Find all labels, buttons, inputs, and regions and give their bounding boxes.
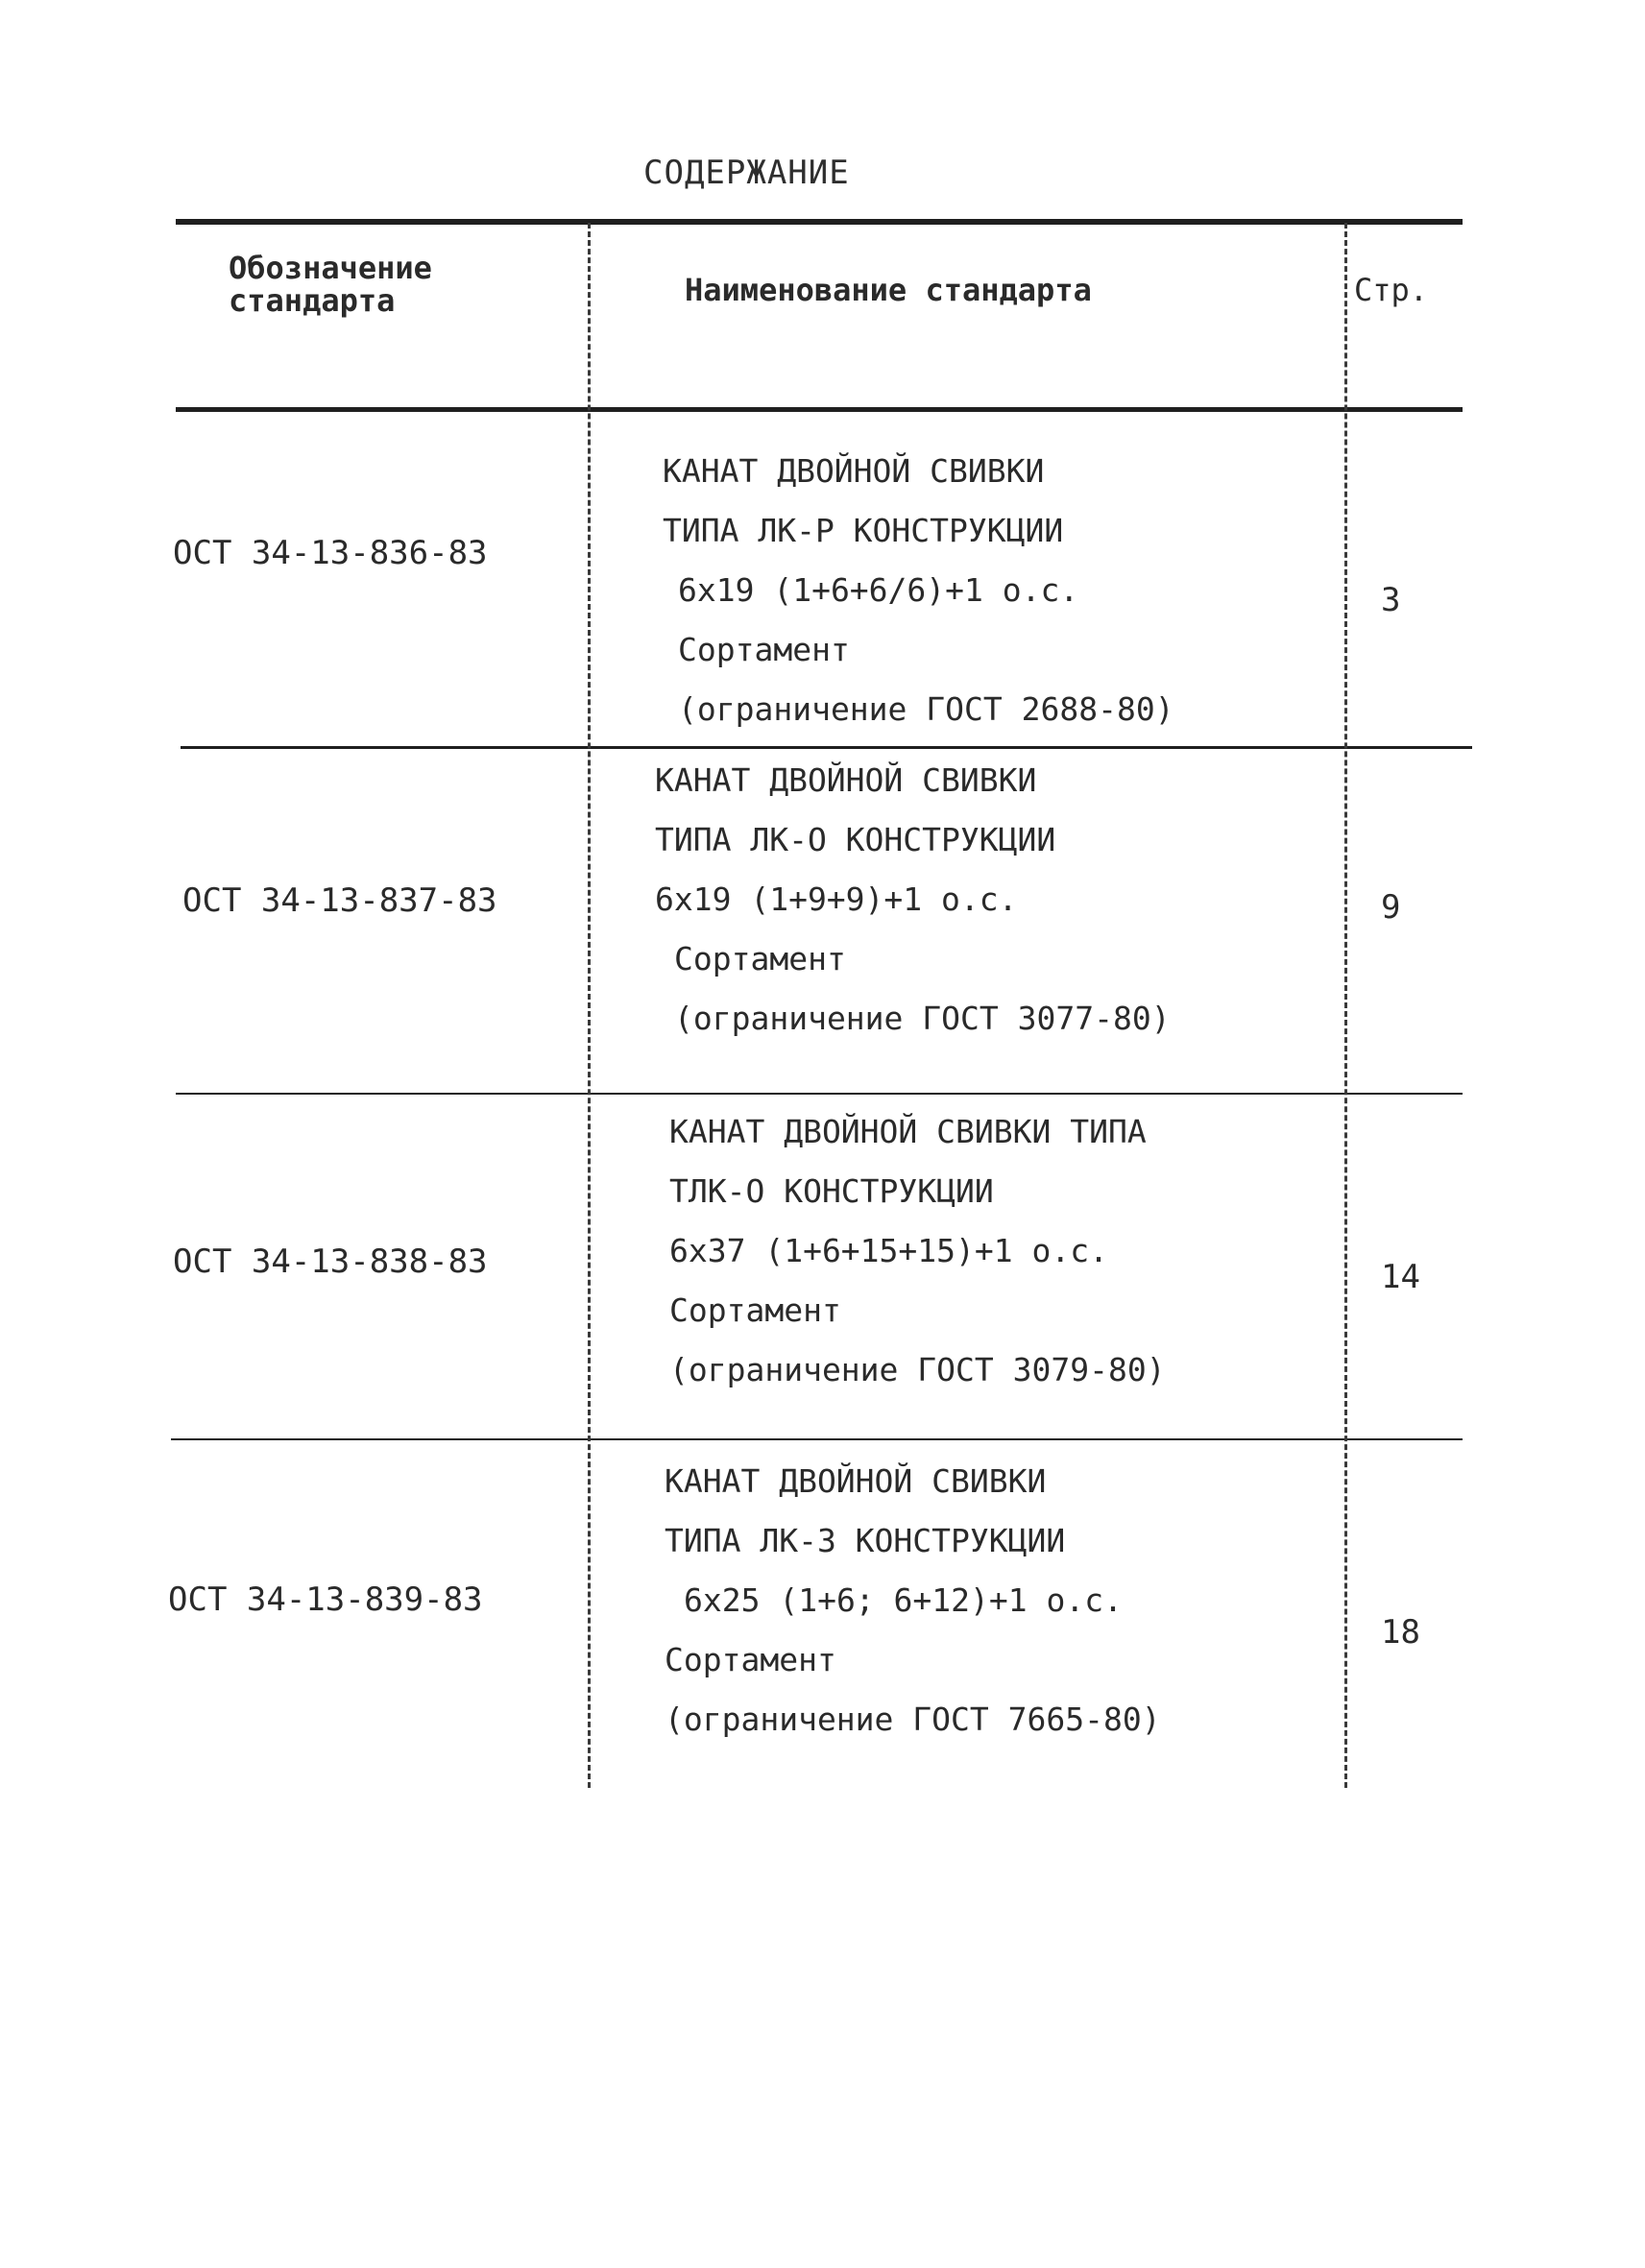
header-bottom-rule xyxy=(176,407,1463,412)
header-code: Обозначение стандарта xyxy=(229,250,432,319)
row-2-name-line-3: 6х19 (1+9+9)+1 о.с. xyxy=(655,881,1018,918)
row-divider-3 xyxy=(171,1438,1463,1440)
row-3-name-line-5: (ограничение ГОСТ 3079-80) xyxy=(669,1351,1166,1388)
row-1-code: ОСТ 34-13-836-83 xyxy=(173,534,488,572)
row-1-name xyxy=(663,442,1335,739)
row-1-page: 3 xyxy=(1381,581,1401,619)
row-4-name xyxy=(665,1452,1337,1749)
row-2-name-line-4: Сортамент xyxy=(674,940,846,977)
row-2-name xyxy=(655,751,1327,1049)
page-title: СОДЕРЖАНИЕ xyxy=(643,154,850,192)
row-3-name-line-4: Сортамент xyxy=(669,1291,841,1329)
row-2-code: ОСТ 34-13-837-83 xyxy=(182,881,497,920)
table-top-rule xyxy=(176,219,1463,225)
header-name: Наименование стандарта xyxy=(685,272,1092,308)
row-1-name-line-5: (ограничение ГОСТ 2688-80) xyxy=(678,690,1174,728)
row-3-page: 14 xyxy=(1381,1258,1420,1296)
row-2-name-line-5: (ограничение ГОСТ 3077-80) xyxy=(674,1000,1171,1037)
row-3-name xyxy=(669,1102,1342,1400)
row-1-name-line-3: 6х19 (1+6+6/6)+1 о.с. xyxy=(678,571,1079,609)
row-4-page: 18 xyxy=(1381,1613,1420,1652)
row-2-page: 9 xyxy=(1381,888,1401,927)
row-4-name-line-2: ТИПА ЛК-З КОНСТРУКЦИИ xyxy=(665,1522,1066,1559)
row-divider-2 xyxy=(176,1093,1463,1095)
row-2-name-line-1: КАНАТ ДВОЙНОЙ СВИВКИ xyxy=(655,761,1037,799)
row-3-name-line-2: ТЛК-О КОНСТРУКЦИИ xyxy=(669,1172,994,1210)
row-1-name-line-1: КАНАТ ДВОЙНОЙ СВИВКИ xyxy=(663,452,1045,490)
column-divider-1 xyxy=(588,223,591,1788)
row-2-name-line-2: ТИПА ЛК-О КОНСТРУКЦИИ xyxy=(655,821,1056,858)
row-1-name-line-2: ТИПА ЛК-Р КОНСТРУКЦИИ xyxy=(663,512,1064,549)
row-4-name-line-5: (ограничение ГОСТ 7665-80) xyxy=(665,1701,1161,1738)
row-4-name-line-4: Сортамент xyxy=(665,1641,836,1678)
row-3-code: ОСТ 34-13-838-83 xyxy=(173,1243,488,1281)
column-divider-2 xyxy=(1344,223,1347,1788)
row-1-name-line-4: Сортамент xyxy=(678,631,850,668)
row-divider-1 xyxy=(181,746,1472,749)
header-page: Стр. xyxy=(1354,272,1429,308)
row-3-name-line-3: 6х37 (1+6+15+15)+1 о.с. xyxy=(669,1232,1108,1269)
row-3-name-line-1: КАНАТ ДВОЙНОЙ СВИВКИ ТИПА xyxy=(669,1113,1147,1150)
row-4-name-line-1: КАНАТ ДВОЙНОЙ СВИВКИ xyxy=(665,1462,1047,1500)
row-4-code: ОСТ 34-13-839-83 xyxy=(168,1580,483,1619)
row-4-name-line-3: 6х25 (1+6; 6+12)+1 о.с. xyxy=(684,1581,1123,1619)
